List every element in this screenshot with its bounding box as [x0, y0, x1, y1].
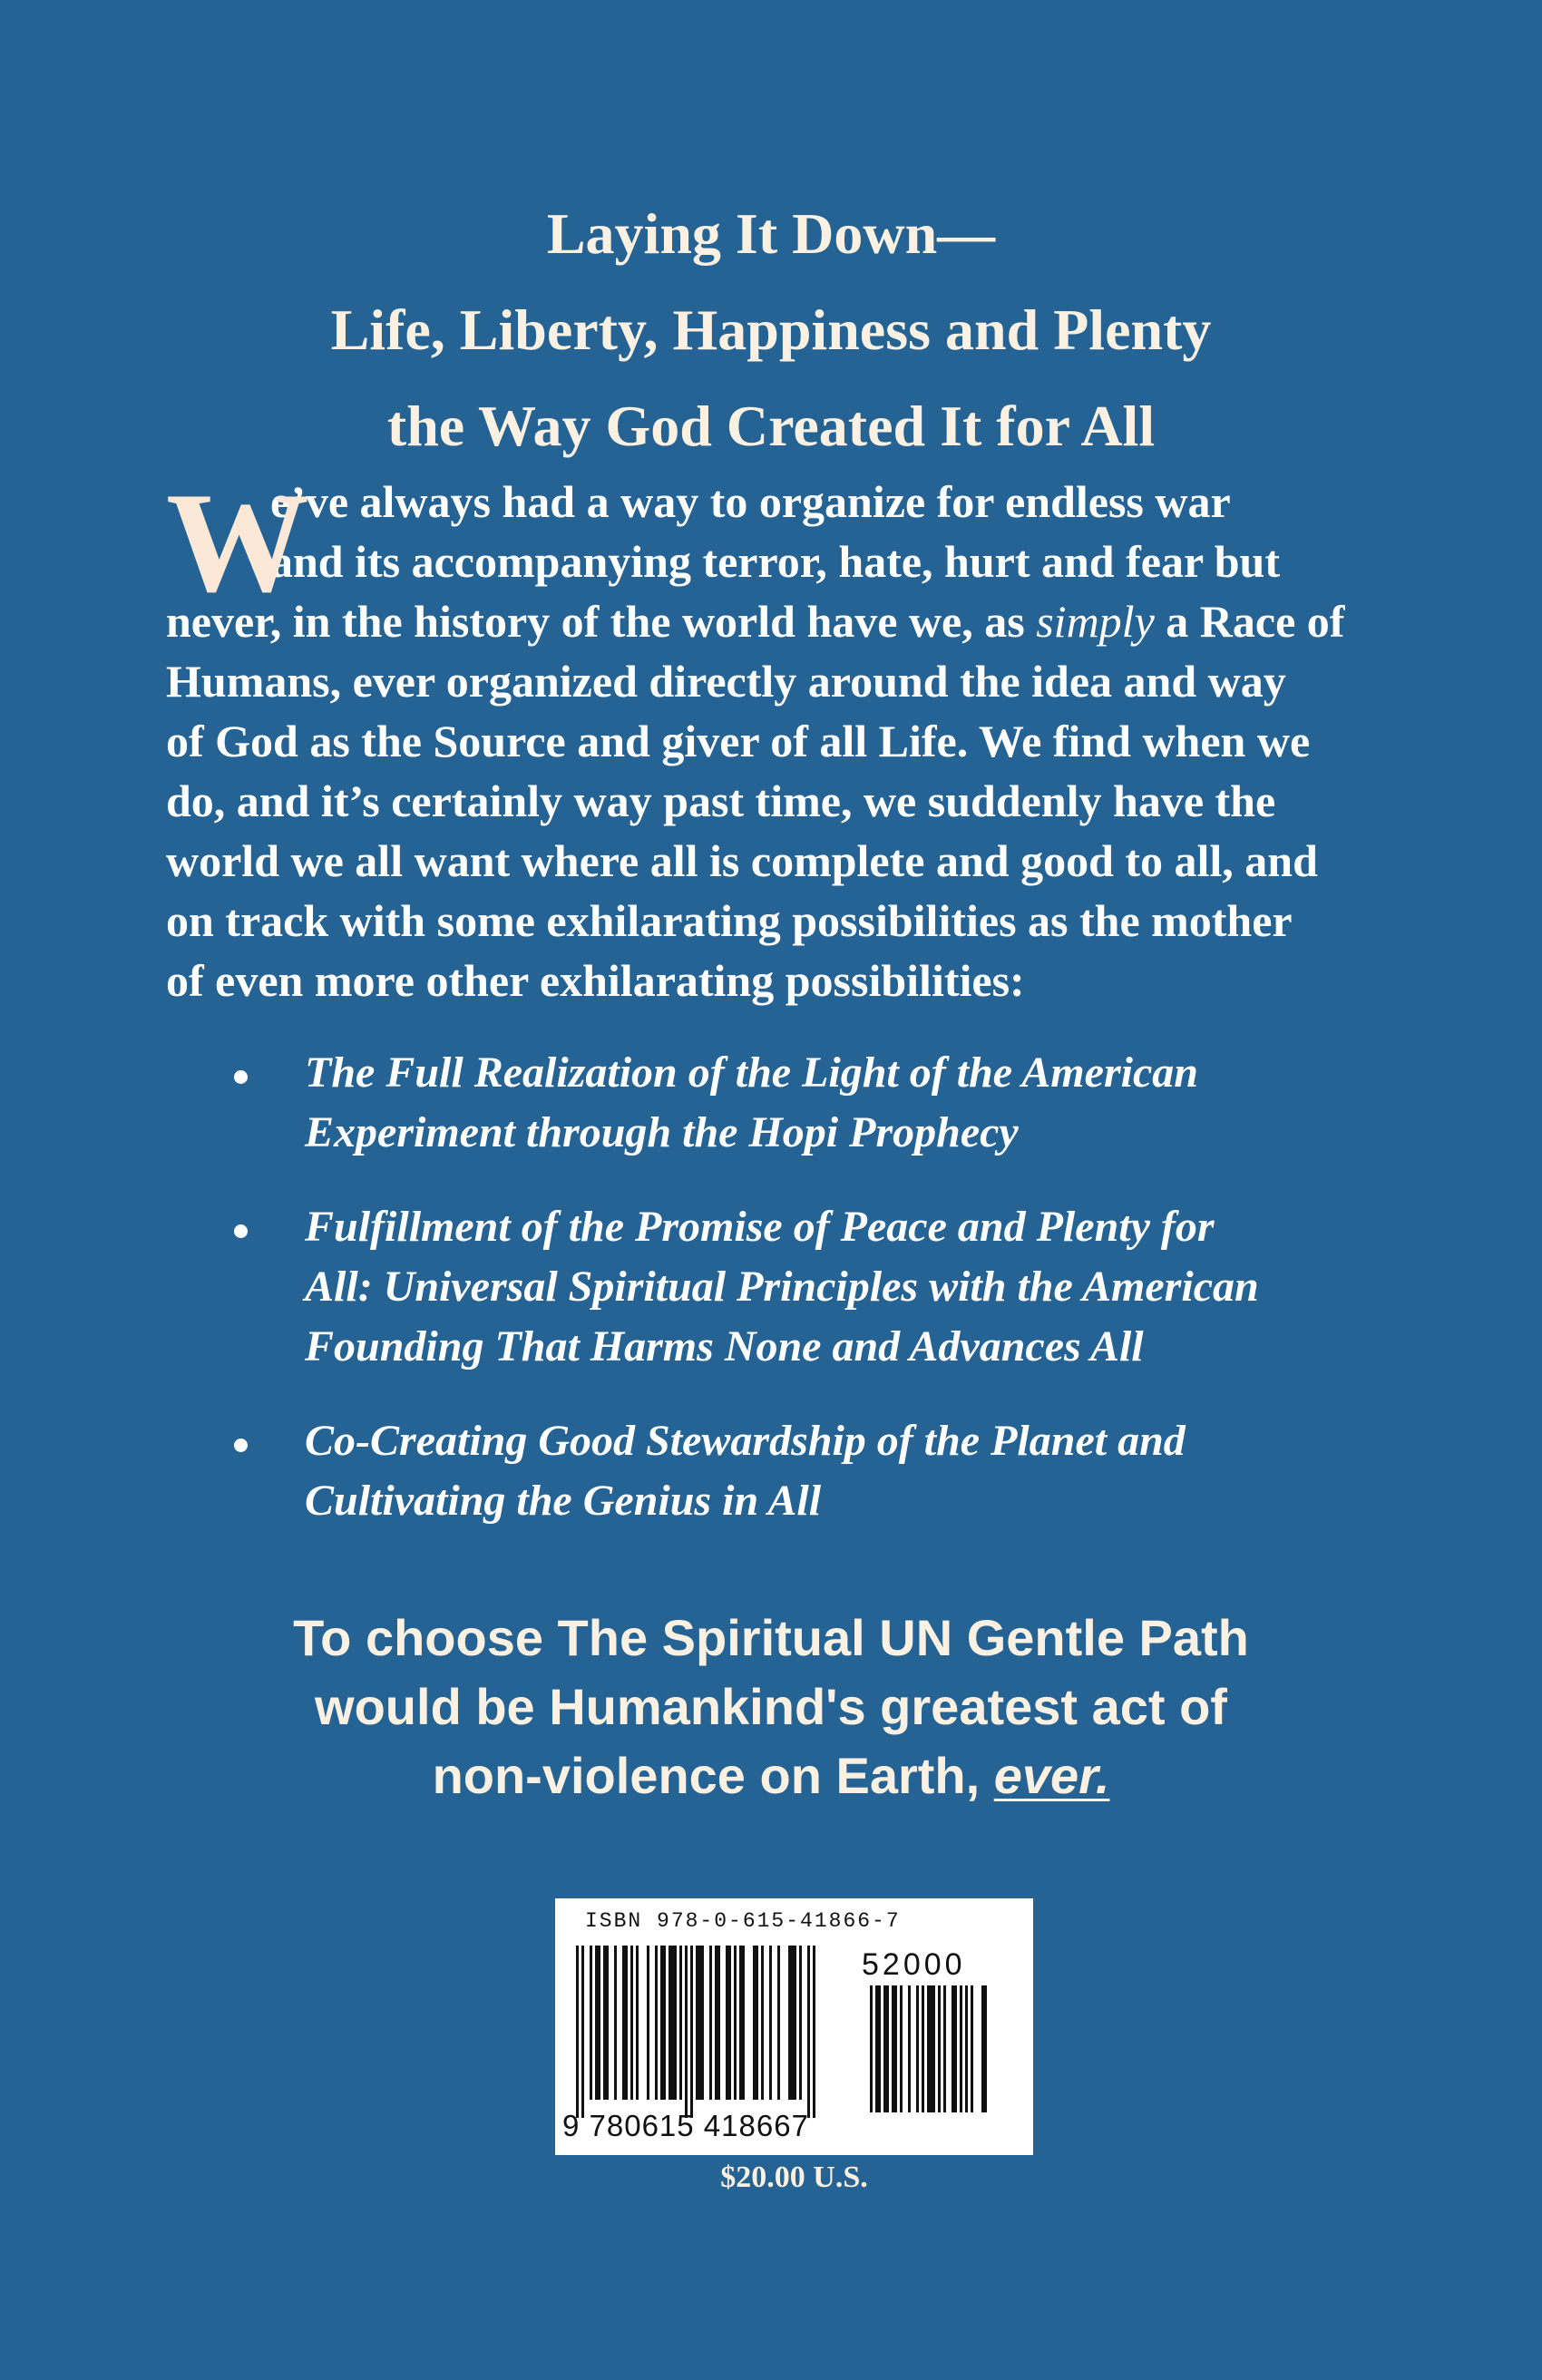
barcode-bar: [709, 1946, 712, 2100]
barcode-bar: [927, 1985, 935, 2112]
headline: [0, 186, 1542, 474]
closing-line-1: To choose The Spiritual UN Gentle Path: [293, 1609, 1249, 1666]
barcode-bar: [660, 1946, 666, 2100]
emphasis-simply: simply: [1036, 596, 1155, 647]
barcode-bar: [696, 1946, 704, 2100]
body-line-8: on track with some exhilarating possibilities as the mother: [166, 895, 1293, 946]
closing-line-3: [0, 1741, 1542, 1810]
barcode-bar: [590, 1946, 592, 2100]
barcode-bar: [965, 1985, 968, 2112]
barcode-bar: [883, 1985, 889, 2112]
barcode-bar: [595, 1946, 600, 2100]
barcode-bar: [690, 1946, 693, 2118]
body-line-2: and its accompanying terror, hate, hurt and fear but: [270, 536, 1281, 587]
body-paragraph: [166, 463, 1386, 1010]
barcode-bar: [734, 1946, 737, 2100]
barcode-bar: [943, 1985, 946, 2112]
retail-price: $20.00 U.S.: [720, 2161, 868, 2194]
barcode-bar: [788, 1946, 796, 2100]
closing-line-2: would be Humankind's greatest act of: [315, 1678, 1227, 1735]
closing-line-3-start: non-violence on Earth,: [432, 1747, 994, 1804]
barcode-bar: [807, 1946, 810, 2118]
body-line-4: Humans, ever organized directly around the idea and way: [166, 656, 1286, 707]
barcode-bar: [576, 1946, 579, 2118]
bullet-line: Founding That Harms None and Advances All: [305, 1322, 1144, 1370]
ean-barcode-bars: [576, 1946, 859, 2120]
barcode-bar: [981, 1985, 987, 2112]
barcode-bar: [726, 1946, 731, 2100]
barcode-bar: [900, 1985, 903, 2112]
price-code: 52000: [862, 1947, 966, 1982]
bullet-list: [234, 1043, 1413, 1566]
body-line-9: of even more other exhilarating possibilities:: [166, 955, 1025, 1006]
barcode-bar: [614, 1946, 617, 2100]
barcode-bar: [960, 1985, 962, 2112]
barcode-bar: [952, 1985, 957, 2112]
barcode-bar: [916, 1985, 919, 2112]
body-line-5: of God as the Source and giver of all Life. We find when we: [166, 716, 1311, 766]
bullet-item: [234, 1411, 1413, 1531]
bullet-dot-icon: [234, 1070, 248, 1084]
body-line-3-end: a Race of: [1154, 596, 1345, 647]
barcode-bar: [769, 1946, 772, 2100]
bullet-line: All: Universal Spiritual Principles with the American: [305, 1263, 1259, 1311]
barcode-bar: [679, 1946, 682, 2100]
barcode-bar: [971, 1985, 973, 2112]
barcode-bar: [761, 1946, 764, 2100]
drop-cap: W: [166, 463, 309, 622]
isbn-number: ISBN 978-0-615-41866-7: [585, 1909, 901, 1933]
barcode-bar: [715, 1946, 720, 2100]
body-line-6: do, and it’s certainly way past time, we suddenly have the: [166, 775, 1276, 826]
bullet-line: The Full Realization of the Light of the American: [305, 1049, 1198, 1097]
bullet-line: Experiment through the Hopi Prophecy: [305, 1108, 1019, 1156]
headline-line-1: Laying It Down—: [546, 201, 996, 266]
barcode-bar: [685, 1946, 688, 2118]
addon-barcode-bars: [870, 1985, 1024, 2120]
barcode-bar: [875, 1985, 881, 2112]
isbn-barcode: [555, 1898, 1033, 2155]
barcode-bar: [739, 1946, 745, 2100]
body-line-3-start: never, in the history of the world have we, as: [166, 596, 1037, 647]
body-line-3: [166, 591, 1386, 651]
barcode-bar: [630, 1946, 633, 2100]
headline-line-2: Life, Liberty, Happiness and Plenty: [330, 298, 1212, 362]
barcode-bar: [581, 1946, 584, 2118]
barcode-bar: [892, 1985, 897, 2112]
body-line-1: e’ve always had a way to organize for endless war: [270, 476, 1231, 527]
barcode-bar: [870, 1985, 873, 2112]
bullet-item: [234, 1197, 1413, 1377]
barcode-bar: [753, 1946, 758, 2100]
barcode-bar: [669, 1946, 677, 2100]
bullet-line: Co-Creating Good Stewardship of the Planet and: [305, 1417, 1186, 1465]
bullet-item: [234, 1043, 1413, 1163]
barcode-bar: [799, 1946, 802, 2100]
barcode-bar: [622, 1946, 628, 2100]
barcode-bar: [908, 1985, 911, 2112]
barcode-bar: [813, 1946, 815, 2118]
barcode-bar: [938, 1985, 941, 2112]
barcode-bar: [647, 1946, 649, 2100]
bullet-line: Cultivating the Genius in All: [305, 1477, 822, 1525]
bullet-line: Fulfillment of the Promise of Peace and Plenty for: [305, 1203, 1215, 1251]
bullet-dot-icon: [234, 1439, 248, 1452]
barcode-digits: 9 780615 418667: [562, 2109, 809, 2142]
barcode-bar: [777, 1946, 780, 2100]
barcode-bar: [603, 1946, 609, 2100]
barcode-bar: [636, 1946, 639, 2100]
barcode-bar: [655, 1946, 658, 2100]
barcode-bar: [922, 1985, 924, 2112]
headline-line-3: the Way God Created It for All: [386, 394, 1156, 458]
emphasis-ever: ever.: [993, 1747, 1110, 1804]
closing-statement: [0, 1604, 1542, 1810]
bullet-dot-icon: [234, 1224, 248, 1238]
body-line-7: world we all want where all is complete and good to all, and: [166, 835, 1318, 886]
